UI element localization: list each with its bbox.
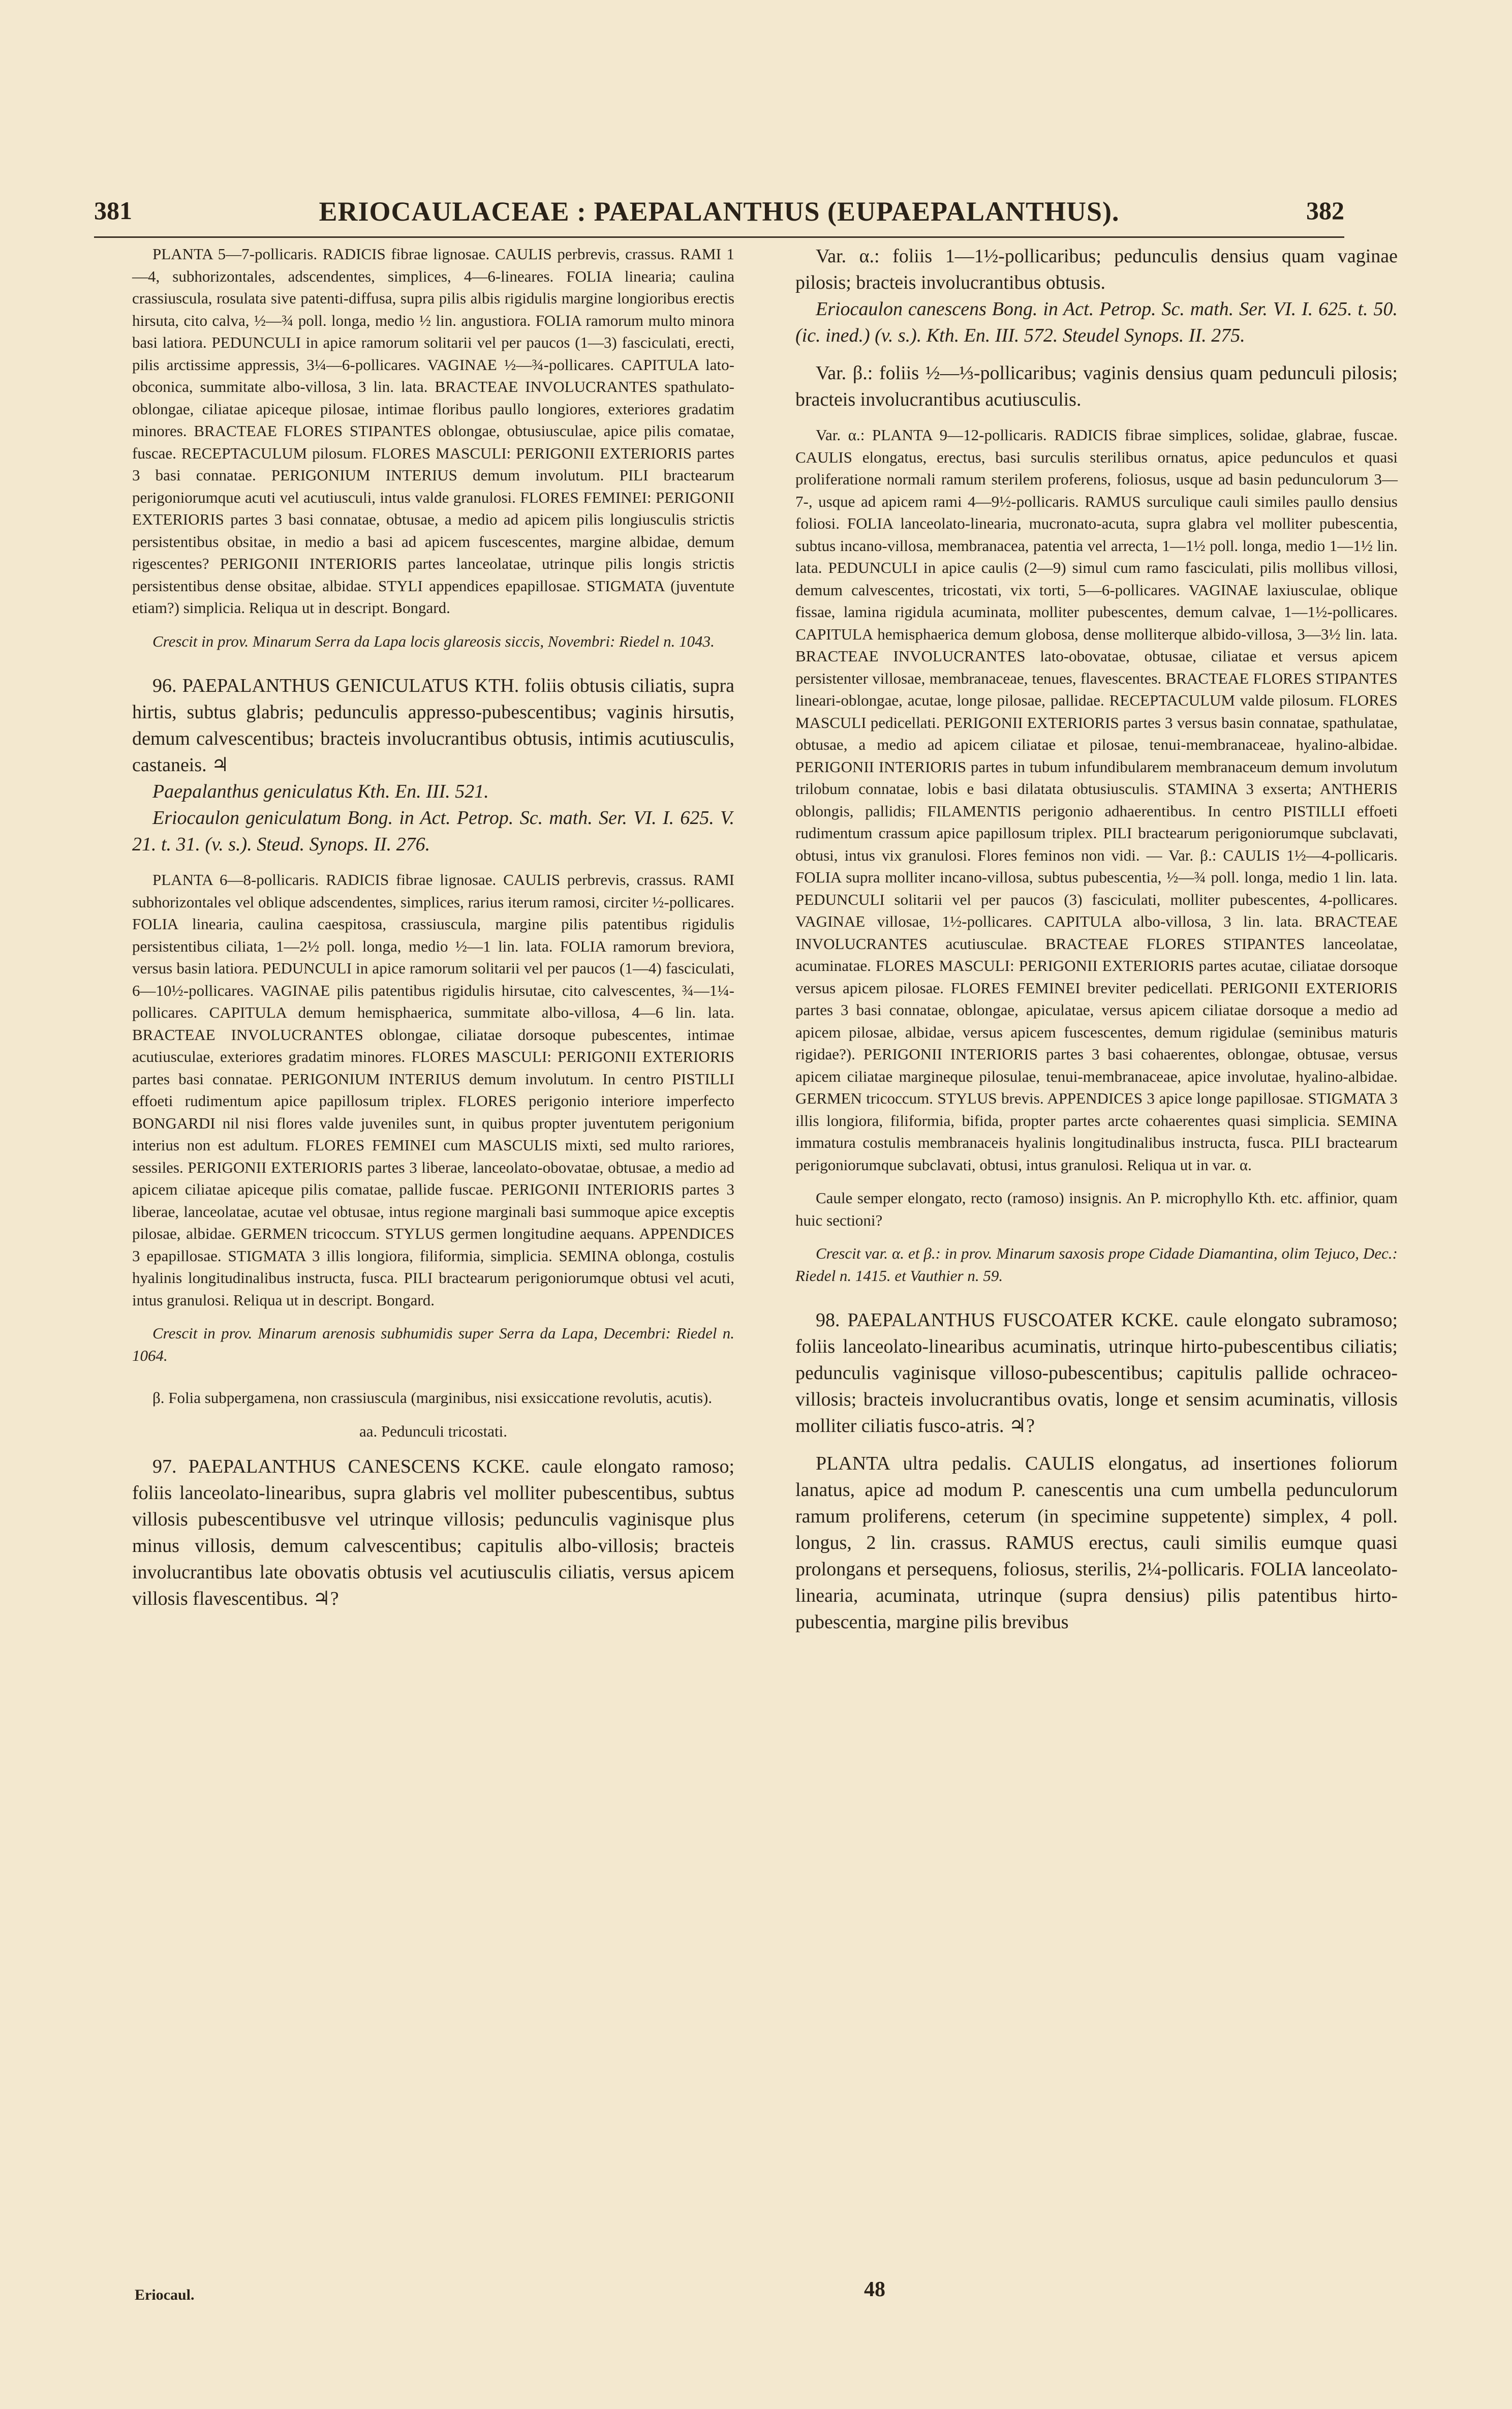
synonym-line: Eriocaulon geniculatum Bong. in Act. Petrop. Sc. math. Ser. VI. I. 625. V. 21. t. 31. (v. s.). Steud. Synops. II. 276. [132,807,734,855]
species-heading-96: 96. PAEPALANTHUS GENICULATUS KTH. foliis obtusis ciliatis, supra hirtis, subtus glabris; pedunculis appresso-pubescentibus; vaginis hirsutis, demum calvescentibus; bracteis involucrantibus obtusis, intimis acutiusculis, castaneis. ♃ [132,675,734,776]
left-column [132,243,734,1612]
page-header [94,196,1344,238]
locality-note: Crescit in prov. Minarum Serra da Lapa locis glareosis siccis, Novembri: Riedel n. 1043. [152,632,715,650]
variety-beta: Var. β.: foliis ½—⅓-pollicaribus; vaginis densius quam pedunculi pilosis; bracteis involucrantibus acutiusculis. [795,362,1398,410]
signature-mark: Eriocaul. [135,2286,195,2303]
page-number-left: 381 [94,196,132,225]
locality-note: Crescit var. α. et β.: in prov. Minarum saxosis prope Cidade Diamantina, olim Tejuco, Dec.: Riedel n. 1415. et Vauthier n. 59. [795,1244,1398,1285]
variety-alpha: Var. α.: foliis 1—1½-pollicaribus; pedunculis densius quam vaginae pilosis; bracteis involucrantibus obtusis. [795,246,1398,293]
species-heading-97: 97. PAEPALANTHUS CANESCENS KCKE. caule elongato ramoso; foliis lanceolato-linearibus, supra glabris vel molliter pubescentibus, subtus villosis pubescentibusve vel utrinque villosis; pedunculis vaginisque plus minus villosis, demum calvescentibus; capitulis albo-villosis; bracteis involucrantibus late obovatis obtusis vel acutiusculis ciliatis, versus apicem villosis flavescentibus. ♃? [132,1456,734,1609]
description-paragraph: PLANTA 5—7-pollicaris. RADICIS fibrae lignosae. CAULIS perbrevis, crassus. RAMI 1—4, subhorizontales, adscendentes, simplices, 4—6-lineares. FOLIA linearia; caulina crassiuscula, rosulata sive patenti-diffusa, supra pilis albis rigidulis margine longioribus erectis hirsuta, cito calva, ½—¾ poll. longa, medio ½ lin. angustiora. FOLIA ramorum multo minora basi latiora. PEDUNCULI in apice ramorum solitarii vel per paucos (1—3) fasciculati, erecti, pilis arctissime appressis, 3¼—6-pollicares. VAGINAE ½—¾-pollicares. CAPITULA lato-obconica, summitate albo-villosa, 3 lin. lata. BRACTEAE INVOLUCRANTES spathulato-oblongae, ciliatae apiceque pilosae, intimae floribus paullo longiores, exteriores gradatim minores. BRACTEAE FLORES STIPANTES oblongae, obtusiusculae, apice pilis comatae, fuscae. RECEPTACULUM pilosum. FLORES MASCULI: PERIGONII EXTERIORIS partes 3 basi connatae. PERIGONIUM INTERIUS demum involutum. PILI bractearum perigoniorumque acuti vel acutiusculi, intus valde granulosi. FLORES FEMINEI: PERIGONII EXTERIORIS partes 3 basi connatae, obtusae, a medio ad apicem pilis longiusculis strictis persistentibus obsitae, in medio a basi ad apicem fuscescentes, margine albidae, demum rigescentes? PERIGONII INTERIORIS partes lanceolatae, utrinque pilis longis strictis persistentibus dense obsitae, albidae. STYLI appendices epapillosae. STIGMATA (juventute etiam?) simplicia. Reliqua ut in descript. Bongard. [132,245,734,617]
section-note: β. Folia subpergamena, non crassiuscula (marginibus, nisi exsiccatione revolutis, acutis). [152,1389,713,1407]
subsection-note: aa. Pedunculi tricostati. [359,1422,507,1440]
description-paragraph: PLANTA ultra pedalis. CAULIS elongatus, ad insertiones foliorum lanatus, apice ad modum P. canescentis una cum umbella pedunculorum ramum proliferens, ceterum (in specimine suppetente) simplex, 4 poll. longus, 2 lin. crassus. RAMUS erectus, cauli similis eumque quasi prolongans et persequens, foliosus, sterilis, 2¼-pollicaris. FOLIA lanceolato-linearia, acuminata, utrinque (supra densius) pilis patentibus hirto-pubescentia, margine pilis brevibus [795,1453,1398,1633]
remark-paragraph: Caule semper elongato, recto (ramoso) insignis. An P. microphyllo Kth. etc. affinior, quam huic sectioni? [795,1189,1398,1229]
page-number-right: 382 [1306,196,1344,225]
locality-note: Crescit in prov. Minarum arenosis subhumidis super Serra da Lapa, Decembri: Riedel n. 1064. [132,1324,734,1364]
description-paragraph: PLANTA 6—8-pollicaris. RADICIS fibrae lignosae. CAULIS perbrevis, crassus. RAMI subhorizontales vel oblique adscendentes, simplices, rarius iterum ramosi, circiter ½-pollicares. FOLIA linearia, caulina caespitosa, crassiuscula, margine pilis patentibus rigidulis persistentibus ciliata, 1—2½ poll. longa, medio ½—1 lin. lata. FOLIA ramorum breviora, versus basin latiora. PEDUNCULI in apice ramorum solitarii vel per paucos (1—4) fasciculati, 6—10½-pollicares. VAGINAE pilis patentibus rigidulis hirsutae, cito calvescentes, ¾—1¼-pollicares. CAPITULA demum hemisphaerica, summitate albo-villosa, 4—6 lin. lata. BRACTEAE INVOLUCRANTES oblongae, ciliatae dorsoque pubescentes, intimae acutiusculae, exteriores gradatim minores. FLORES MASCULI: PERIGONII EXTERIORIS partes basi connatae. PERIGONIUM INTERIUS demum involutum. In centro PISTILLI effoeti rudimentum apice papillosum triplex. FLORES perigonio interiore imperfecto BONGARDI nil nisi flores valde juveniles sunt, in quibus propter juventutem perigonium interius non est adultum. FLORES FEMINEI cum MASCULIS mixti, sed multo rariores, sessiles. PERIGONII EXTERIORIS partes 3 liberae, lanceolato-obovatae, obtusae, a medio ad apicem ciliatae apiceque pilis comatae, pallide fuscae. PERIGONII INTERIORIS partes 3 liberae, lanceolatae, acutae vel obtusae, intus regione marginali basi summoque apice exceptis pilosae, albidae. GERMEN tricoccum. STYLUS germen longitudine aequans. APPENDICES 3 epapillosae. STIGMATA 3 illis longiora, filiformia, simplicia. SEMINA oblonga, costulis hyalinis longitudinalibus instructa, fusca. PILI bractearum perigoniorumque obtusi vel acuti, intus granulosi. Reliqua ut in descript. Bongard. [132,871,734,1309]
synonym-line: Eriocaulon canescens Bong. in Act. Petrop. Sc. math. Ser. VI. I. 625. t. 50. (ic. ined.) (v. s.). Kth. En. III. 572. Steudel Synops. II. 275. [795,298,1398,346]
sheet-number: 48 [864,2278,885,2301]
running-title: ERIOCAULACEAE : PAEPALANTHUS (EUPAEPALANTHUS). [319,196,1120,227]
species-heading-98: 98. PAEPALANTHUS FUSCOATER KCKE. caule elongato subramoso; foliis lanceolato-linearibus acuminatis, utrinque hirto-pubescentibus ciliatis; pedunculis vaginisque villoso-pubescentibus; capitulis pallide ochraceo-villosis; bracteis involucrantibus ovatis, longe et sensim acuminatis, villosis molliter ciliatis fusco-atris. ♃? [795,1309,1398,1437]
description-paragraph: Var. α.: PLANTA 9—12-pollicaris. RADICIS fibrae simplices, solidae, glabrae, fuscae. CAULIS elongatus, erectus, basi surculis sterilibus ornatus, apice pedunculos et quasi proliferatione normali ramum sterilem proferens, foliosus, usque ad basin pedunculorum 3—7-, usque ad apicem rami 4—9½-pollicaris. RAMUS surculique cauli similes paullo densius foliosi. FOLIA lanceolato-linearia, mucronato-acuta, supra glabra vel molliter pubescentia, subtus incano-villosa, membranacea, patentia vel arrecta, 1—1½ poll. longa, medio 1—1½ lin. lata. PEDUNCULI in apice caulis (2—9) simul cum ramo fasciculati, pilis mollibus villosi, demum calvescentes, tricostati, vix torti, 5—6-pollicares. VAGINAE laxiusculae, oblique fissae, lamina rigidula acuminata, molliter pubescentes, demum calvae, 1—1½-pollicares. CAPITULA hemisphaerica demum globosa, dense molliterque albido-villosa, 3—3½ lin. lata. BRACTEAE INVOLUCRANTES lato-obovatae, obtusae, ciliatae et versus apicem persistenter villosae, membranaceae, tenues, flavescentes. BRACTEAE FLORES STIPANTES lineari-oblongae, acutae, longe pilosae, pallidae. RECEPTACULUM valde pilosum. FLORES MASCULI pedicellati. PERIGONII EXTERIORIS partes 3 versus basin connatae, spathulatae, obtusae, a medio ad apicem ciliatae et pilosae, tenui-membranaceae, hyalino-albidae. PERIGONII INTERIORIS partes in tubum infundibularem membranaceum demum involutum trilobum connatae, lobis e basi dilatata obtusiusculis. STAMINA 3 exserta; ANTHERIS oblongis, pallidis; FILAMENTIS perigonio adhaerentibus. In centro PISTILLI effoeti rudimentum crassum apice papillosum triplex. PILI bractearum perigoniorumque subclavati, obtusi, intus vix granulosi. Flores feminos non vidi. — Var. β.: CAULIS 1½—4-pollicaris. FOLIA supra molliter incano-villosa, subtus pubescentia, ½—¾ poll. longa, medio 1 lin. lata. PEDUNCULI solitarii vel per paucos (3) fasciculati, molliter pubescentes, 4-pollicares. VAGINAE villosae, 1½-pollicares. CAPITULA albo-villosa, 3 lin. lata. BRACTEAE INVOLUCRANTES acutiusculae. BRACTEAE FLORES STIPANTES lanceolatae, acuminatae. FLORES MASCULI: PERIGONII EXTERIORIS partes acutae, ciliatae dorsoque versus apicem pilosae. FLORES FEMINEI breviter pedicellati. PERIGONII EXTERIORIS partes 3 basi connatae, oblongae, apiculatae, versus apicem ciliatae dorsoque a medio ad apicem pilosae, albidae, versus apicem fuscescentes, demum rigidulae (seminibus maturis rigidae?). PERIGONII INTERIORIS partes 3 basi cohaerentes, oblongae, obtusae, versus apicem ciliatae margineque pilosulae, tenui-membranaceae, apice involutae, hyalino-albidae. GERMEN tricoccum. STYLUS brevis. APPENDICES 3 apice longe papillosae. STIGMATA 3 illis longiora, filiformia, bifida, propter partes arcte cohaerentes quasi simplicia. SEMINA immatura costulis membranaceis hyalinis longitudinalibus instructa, fusca. PILI bractearum perigoniorumque subclavati, obtusi, intus granulosi. Reliqua ut in var. α. [795,426,1398,1174]
synonym-line: Paepalanthus geniculatus Kth. En. III. 521. [152,781,489,802]
right-column [795,243,1398,1635]
